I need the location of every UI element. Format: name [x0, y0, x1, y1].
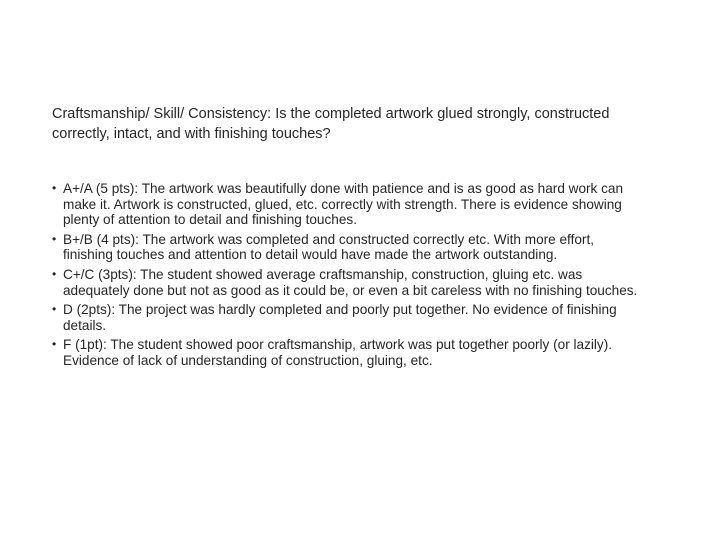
criterion-text: F (1pt): The student showed poor craftsmanship, artwork was put together poorly (or lazily). Evidence of lack of understanding of construction, gluing, etc.	[63, 337, 613, 368]
rubric-heading: Craftsmanship/ Skill/ Consistency: Is the completed artwork glued strongly, constructed correctly, intact, and with finishing touches?	[52, 106, 610, 142]
criterion-text: A+/A (5 pts): The artwork was beautifully done with patience and is as good as hard work can make it. Artwork is constructed, glued, etc. correctly with strength. There is evidence showing plenty of attention to detail and finishing touches.	[63, 181, 624, 228]
criterion-c	[52, 267, 642, 298]
criterion-f	[52, 337, 642, 368]
criterion-b	[52, 232, 642, 263]
bullet-icon: •	[52, 266, 57, 281]
criterion-text: B+/B (4 pts): The artwork was completed and constructed correctly etc. With more effort, finishing touches and attention to detail would have made the artwork outstanding.	[63, 231, 594, 263]
bullet-icon: •	[52, 231, 57, 246]
bullet-icon: •	[52, 302, 57, 317]
criterion-a	[52, 181, 642, 228]
criterion-text: D (2pts): The project was hardly completed and poorly put together. No evidence of finishing details.	[63, 302, 617, 333]
bullet-icon: •	[52, 337, 57, 352]
criterion-d	[52, 302, 642, 333]
criterion-text: C+/C (3pts): The student showed average craftsmanship, construction, gluing etc. was adequately done but not as good as it could be, or even a bit careless with no finishing touches.	[63, 266, 638, 298]
criteria-list	[52, 181, 642, 373]
bullet-icon: •	[52, 181, 57, 195]
